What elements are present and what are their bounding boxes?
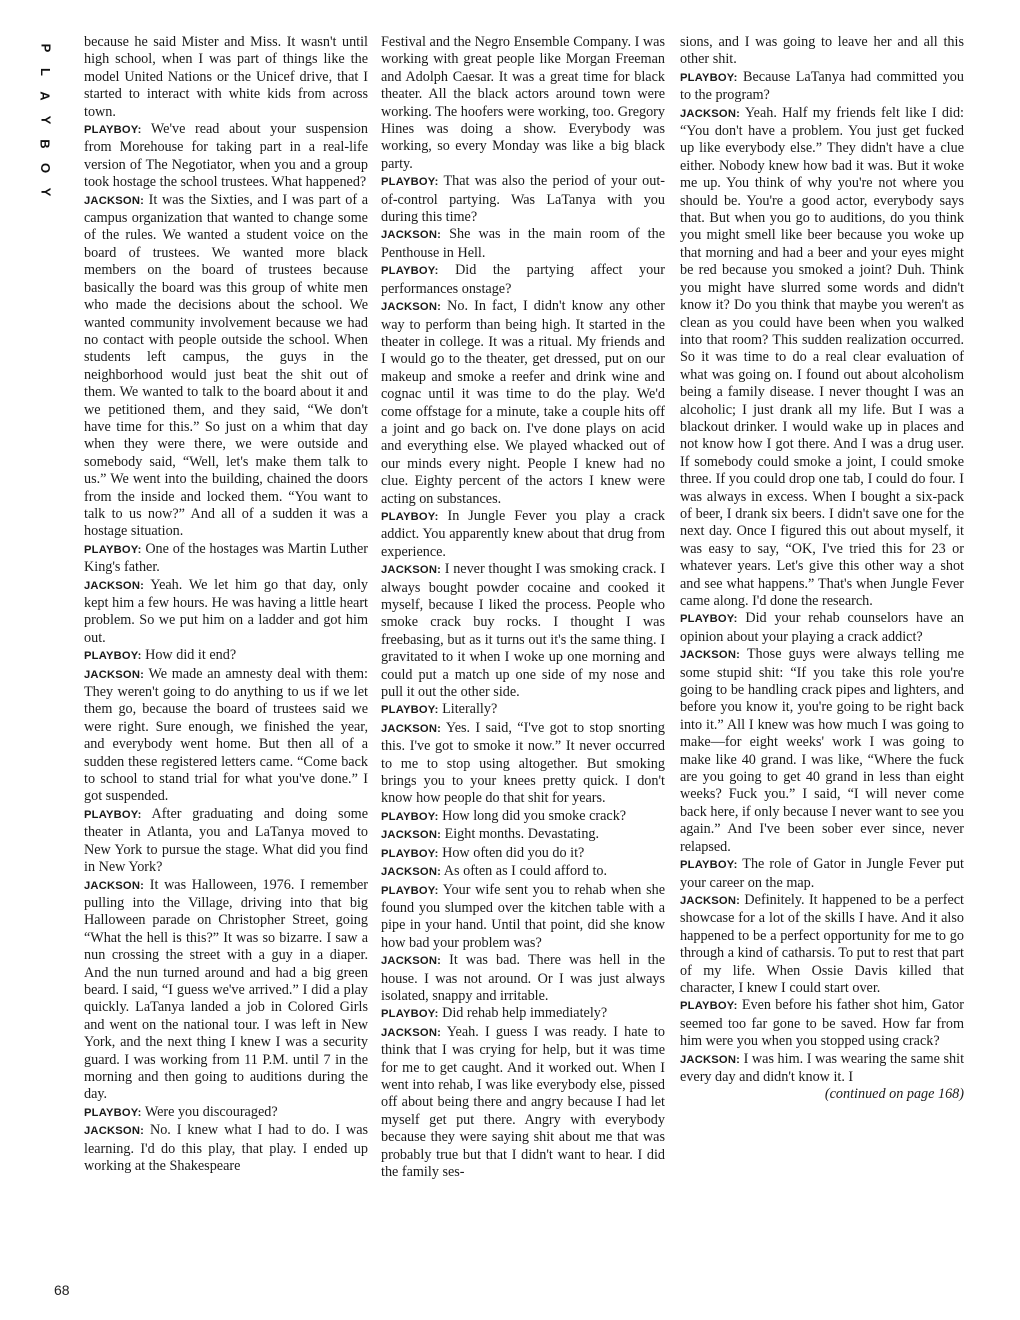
paragraph: [680, 856, 964, 892]
paragraph: [680, 646, 964, 856]
paragraph-text: Literally?: [442, 701, 498, 718]
paragraph: [84, 577, 368, 648]
speaker-label: PLAYBOY:: [381, 847, 439, 860]
paragraph-text: How did it end?: [145, 647, 237, 664]
speaker-label: PLAYBOY:: [381, 176, 439, 189]
paragraph: [680, 1051, 964, 1087]
paragraph: [381, 262, 665, 298]
running-head-letter: Y: [37, 187, 53, 197]
paragraph: [381, 34, 665, 173]
paragraph: [680, 34, 964, 69]
speaker-label: PLAYBOY:: [84, 124, 142, 137]
paragraph-text: As often as I could afford to.: [443, 863, 608, 880]
speaker-label: PLAYBOY:: [84, 808, 142, 821]
paragraph-text: One of the hostages was Martin Luther King's father.: [84, 540, 368, 576]
speaker-label: PLAYBOY:: [680, 613, 738, 626]
speaker-label: PLAYBOY:: [381, 1008, 439, 1021]
paragraph-text: It was the Sixties, and I was part of a campus organization that wanted to change some of the rules. We wanted a student voice on the board of trustees. We wanted more black members on the board of trustees because basically the board was this group of white men who made the decisions about the school. We wanted community involvement because we had no contact with people outside the school. When students left campus, the guys in the neighborhood would just beat the shit out of them. We wanted to talk to the board about it and we petitioned them, and they said, “We don't have time for this.” So just on a whim that day when they were there, we were outside and somebody said, “Well, let's make them talk to us.” We went into the building, chained the doors from the inside and locked them. “You want to talk to us now?” And all of a sudden it was a hostage situation.: [84, 191, 368, 540]
paragraph-text: Did rehab help immediately?: [442, 1005, 608, 1022]
paragraph-text: It was bad. There was hell in the house. I was not around. Or I was just always isolated, snappy and irritable.: [381, 952, 665, 1004]
paragraph: [84, 647, 368, 665]
speaker-label: PLAYBOY:: [84, 1106, 142, 1119]
paragraph-text: Yeah. We let him go that day, only kept him a few hours. He was having a little heart problem. So we put him on a ladder and got him out.: [84, 576, 368, 646]
speaker-label: PLAYBOY:: [381, 704, 439, 717]
speaker-label: JACKSON:: [680, 1053, 741, 1066]
paragraph: [381, 952, 665, 1005]
paragraph-text: The role of Gator in Jungle Fever put your career on the map.: [680, 856, 964, 891]
paragraph: [680, 105, 964, 611]
speaker-label: PLAYBOY:: [381, 265, 439, 278]
paragraph-text: In Jungle Fever you play a crack addict. You apparently knew about that drug from experience.: [381, 507, 665, 560]
paragraph-text: Yeah. Half my friends felt like I did: “You don't have a problem. You just get fucked up like everybody else.” They didn't have a clue either. Nobody knew how bad it was. But it woke me up. You think of why you're not where you should be. You're a good actor, everybody says that. But when you go to auditions, do you think you might smell like beer because you woke up that morning and had a beer and your eyes might be red because you smoked a joint? Duh. Think you might have slurred some words and didn't know it? Do you think that maybe you weren't as clean as you could have been when you walked into that room? This sudden realization occurred. So it was time to do a real clear evaluation of what was going on. I found out about alcoholism being a family disease. I never thought I was an alcoholic; I just drank all my life. But I was a blackout drinker. I would wake up in places and not know how I got there. And I was a drug user. If somebody could smoke a joint, I could smoke three. If you could drop one tab, I could do four. I was always in excess. When I bought a six-pack of beer, I drank six beers. I didn't save one for the next day. Once I figured this out about myself, it was easy to say, “OK, I've tried this for 23 or whatever years. Let's give this other way a shot and see what happens.” That's when Jungle Fever came along. I'd done the research.: [680, 104, 964, 609]
paragraph: [84, 666, 368, 806]
paragraph-text: Did your rehab counselors have an opinion about your playing a crack addict?: [680, 610, 964, 645]
running-head: [34, 36, 56, 204]
speaker-label: JACKSON:: [84, 1125, 145, 1138]
speaker-label: PLAYBOY:: [680, 71, 738, 84]
paragraph: [84, 877, 368, 1104]
running-head-letter: Y: [37, 115, 53, 125]
paragraph-text: That was also the period of your out-of-control partying. Was LaTanya with you during this time?: [381, 173, 665, 226]
paragraph-text: sions, and I was going to leave her and all this other shit.: [680, 34, 964, 68]
paragraph-text: We made an amnesty deal with them: They weren't going to do anything to us if we let them go, because the board of trustees said we were right. Sure enough, we finished the year, and everybody went home. But then all of a sudden these registered letters came. “Come back to school to stand trial for what you've done.” I got suspended.: [84, 665, 368, 805]
speaker-label: JACKSON:: [381, 229, 442, 242]
paragraph-text: Yeah. I guess I was ready. I hate to think that I was crying for help, but it was time for me to get caught. And it worked out. When I went into rehab, I was like everybody else, pissed off about being there and angry because I had let myself get put there. Angry with everybody because they were saying shit about me that was probably true but that I didn't want to hear. I did the family ses-: [381, 1023, 665, 1180]
page-number: 68: [54, 1282, 70, 1298]
paragraph-text: because he said Mister and Miss. It wasn't until high school, when I was part of things like the model United Nations or the Unicef drive, that I started to interact with white kids from across town.: [84, 34, 368, 120]
paragraph: [381, 701, 665, 719]
running-head-letter: A: [37, 91, 53, 101]
speaker-label: JACKSON:: [381, 866, 442, 879]
paragraph-text: How long did you smoke crack?: [442, 807, 627, 824]
paragraph: [381, 226, 665, 262]
speaker-label: PLAYBOY:: [381, 810, 439, 823]
speaker-label: PLAYBOY:: [84, 543, 142, 556]
paragraph-text: We've read about your suspension from Morehouse for taking part in a real-life version of The Negotiator, when you and a group took hostage the school trustees. What happened?: [84, 121, 368, 191]
paragraph: [680, 892, 964, 997]
paragraph: [381, 845, 665, 863]
paragraph-text: Eight months. Devastating.: [444, 826, 600, 843]
speaker-label: JACKSON:: [680, 649, 741, 662]
paragraph-text: She was in the main room of the Penthouse in Hell.: [381, 226, 665, 261]
paragraph: [381, 720, 665, 808]
speaker-label: JACKSON:: [381, 955, 442, 968]
speaker-label: JACKSON:: [381, 564, 442, 577]
paragraph: [381, 173, 665, 226]
speaker-label: JACKSON:: [381, 829, 442, 842]
paragraph: [84, 192, 368, 541]
text-column-1: [84, 34, 368, 1296]
paragraph-text: How often did you do it?: [442, 844, 585, 861]
speaker-label: JACKSON:: [381, 722, 442, 735]
paragraph: [84, 34, 368, 121]
paragraph: [84, 806, 368, 877]
paragraph-text: No. I knew what I had to do. I was learning. I'd do this play, that play. I ended up working at the Shakespeare: [84, 1122, 368, 1174]
paragraph-text: Festival and the Negro Ensemble Company. I was working with great people like Morgan Freeman and Adolph Caesar. It was a great time for black theater. All the black actors around town were working. The hoofers were working, too. Gregory Hines was doing a show. Everybody was working, so every Monday was like a big black party.: [381, 34, 665, 172]
speaker-label: JACKSON:: [84, 579, 145, 592]
paragraph: [381, 561, 665, 701]
running-head-letter: L: [37, 68, 53, 76]
speaker-label: JACKSON:: [84, 194, 145, 207]
paragraph-text: Even before his father shot him, Gator seemed too far gone to be saved. How far from him were you when you stopped using crack?: [680, 997, 964, 1050]
text-column-2: [381, 34, 665, 1296]
paragraph: [381, 808, 665, 826]
running-head-letter: O: [38, 162, 53, 174]
paragraph: [381, 863, 665, 881]
paragraph-text: Your wife sent you to rehab when she found you slumped over the kitchen table with a pipe in your hand. Until that point, did she know how bad your problem was?: [381, 881, 665, 951]
speaker-label: JACKSON:: [84, 668, 145, 681]
continued-note: (continued on page 168): [824, 1086, 964, 1103]
speaker-label: JACKSON:: [381, 1026, 442, 1039]
paragraph: [84, 1122, 368, 1175]
paragraph: [84, 1104, 368, 1122]
paragraph: [680, 69, 964, 105]
paragraph-text: I never thought I was smoking crack. I always bought powder cocaine and cooked it myself, because I liked the process. People who smoke crack buy rocks. I thought I was freebasing, but as it turns out it's the same thing. I gravitated to it when I woke up one morning and could put a match up one side of my nose and pull it out the other side.: [381, 561, 665, 701]
paragraph: [680, 997, 964, 1050]
paragraph-text: Were you discouraged?: [144, 1103, 278, 1120]
paragraph-text: No. In fact, I didn't know any other way to perform than being high. It started in the theater in college. It was a ritual. My friends and I would go to the theater, get dressed, put on our makeup and smoke a reefer and drink wine and cognac until it was time to do the play. We'd come offstage for a minute, take a couple hits off a joint and go back on. I've done plays on acid and everything else. We played whacked out of our minds every night. People I knew had no clue. Eighty percent of the actors I knew were acting on substances.: [381, 298, 665, 507]
speaker-label: PLAYBOY:: [680, 859, 738, 872]
speaker-label: JACKSON:: [84, 879, 145, 892]
paragraph: [84, 541, 368, 577]
speaker-label: JACKSON:: [381, 301, 442, 314]
paragraph: [381, 826, 665, 844]
speaker-label: PLAYBOY:: [84, 650, 142, 663]
paragraph-text: Definitely. It happened to be a perfect showcase for a lot of the skills I have. And it also happened to be a perfect opportunity for me to go through a kind of catharsis. To put to rest that part of my life. When Ossie Davis killed that character, I knew I could start over.: [680, 891, 964, 996]
speaker-label: PLAYBOY:: [381, 884, 439, 897]
paragraph: [381, 1024, 665, 1182]
paragraph: [680, 610, 964, 646]
paragraph: [381, 298, 665, 508]
speaker-label: JACKSON:: [680, 894, 741, 907]
paragraph: [381, 1005, 665, 1023]
paragraph-text: It was Halloween, 1976. I remember pulling into the Village, driving into that big Halloween parade on Christopher Street, going “What the hell is this?” It was so bizarre. I saw a nun crossing the street with a guy in a diaper. And the nun turned around and had a big green beard. I said, “I guess we've arrived.” I did a play quickly. LaTanya landed a job in Colored Girls and went on the national tour. I was left in New York, and the next thing I knew I was a security guard. I was working from 11 P.M. until 7 in the morning and then going to auditions during the day.: [84, 876, 368, 1103]
paragraph-text: Because LaTanya had committed you to the program?: [680, 68, 964, 104]
running-head-letter: B: [37, 139, 53, 149]
text-column-3: [680, 34, 964, 1296]
paragraph: [381, 882, 665, 953]
speaker-label: JACKSON:: [680, 107, 741, 120]
paragraph: [84, 121, 368, 192]
running-head-letter: P: [37, 43, 53, 53]
paragraph-text: Yes. I said, “I've got to stop snorting this. I've got to smoke it now.” It never occurred to me to stop using altogether. But smoking brings you to your knees pretty quick. I don't know how people do that shit for years.: [381, 719, 665, 807]
paragraph-text: After graduating and doing some theater in Atlanta, you and LaTanya moved to New York to pursue the stage. What did you find in New York?: [84, 805, 368, 876]
paragraph-text: I was him. I was wearing the same shit every day and didn't know it. I: [680, 1050, 964, 1085]
paragraph-text: Those guys were always telling me some stupid shit: “If you take this role you're going to be handling crack pipes and lighters, and before you know it, you're going to be right back into it.” All I knew was how much I was going to make—for eight weeks' work I was going to make like 40 grand. I was like, “Where the fuck are you going to get 40 grand in less than eight weeks? Fuck you.” I said, “I will never come back here, if only because I never want to see you again.” And I've been sober ever since, never relapsed.: [680, 646, 964, 855]
paragraph: [381, 508, 665, 561]
paragraph-text: Did the partying affect your performances onstage?: [381, 262, 665, 297]
speaker-label: PLAYBOY:: [680, 1000, 738, 1013]
speaker-label: PLAYBOY:: [381, 510, 439, 523]
